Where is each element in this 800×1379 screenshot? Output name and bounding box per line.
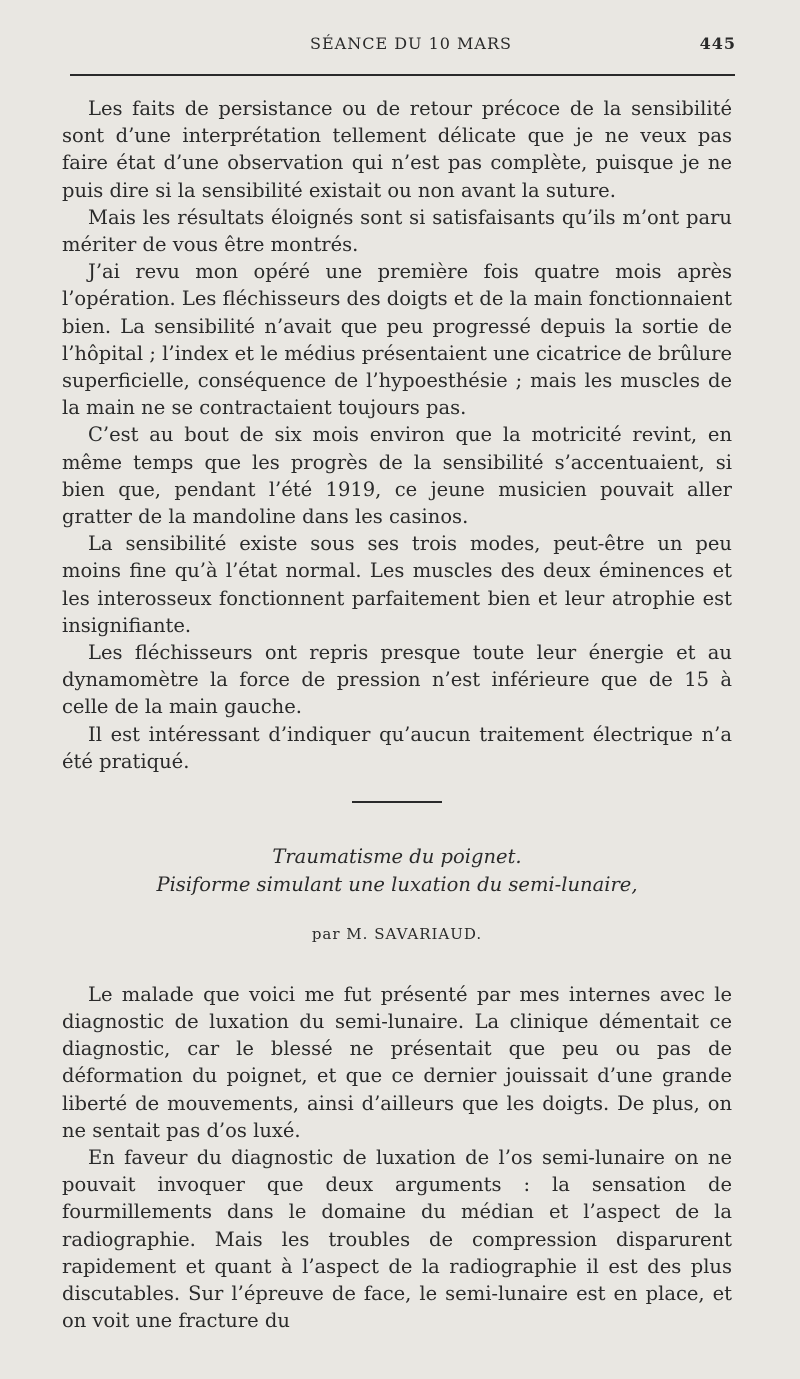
paragraph: La sensibilité existe sous ses trois modes, peut-être un peu moins fine qu’à l’état normal. Les muscles des deux éminences et les interosseux fonctionnent parfaitement bien et leur atrophie est insignifiante. xyxy=(62,532,732,637)
article-title xyxy=(62,843,732,899)
paragraph: Mais les résultats éloignés sont si satisfaisants qu’ils m’ont paru mériter de vous être montrés. xyxy=(62,205,732,257)
paragraph: En faveur du diagnostic de luxation de l’os semi-lunaire on ne pouvait invoquer que deux arguments : la sensation de fourmillements dans le domaine du médian et l’aspect de la radiographie. Mais les troubles de compression disparurent rapidement et quant à l’aspect de la radiographie il est des plus discutables. Sur l’épreuve de face, le semi-lunaire est en place, et on voit une fracture du xyxy=(62,1146,732,1333)
paragraph: C’est au bout de six mois environ que la motricité revint, en même temps que les progrès de la sensibilité s’accentuaient, si bien que, pendant l’été 1919, ce jeune musicien pouvait aller gratter de la mandoline dans les casinos. xyxy=(62,423,732,529)
article-body xyxy=(62,981,732,1335)
paragraph: Les fléchisseurs ont repris presque toute leur énergie et au dynamomètre la force de pression n’est inférieure que de 15 à celle de la main gauche. xyxy=(62,641,732,719)
paragraph: Le malade que voici me fut présenté par mes internes avec le diagnostic de luxation du semi-lunaire. La clinique démentait ce diagnostic, car le blessé ne présentait que peu ou pas de déformation du poignet, et que ce dernier jouissait d’une grande liberté de mouvements, ainsi d’ailleurs que les doigts. De plus, on ne sentait pas d’os luxé. xyxy=(62,982,732,1142)
article-byline: par M. SAVARIAUD. xyxy=(311,924,483,943)
section-separator xyxy=(352,801,442,803)
paragraph: Les faits de persistance ou de retour précoce de la sensibilité sont d’une interprétation tellement délicate que je ne veux pas faire état d’une observation qui n’est pas complète, puisque je ne puis dire si la sensibilité existait ou non avant la suture. xyxy=(62,97,732,202)
article-title-line-1: Traumatisme du poignet. xyxy=(272,844,522,868)
body-text xyxy=(62,95,732,1334)
paragraph: J’ai revu mon opéré une première fois quatre mois après l’opération. Les fléchisseurs des doigts et de la main fonctionnaient bien. La sensibilité n’avait que peu progressé depuis la sortie de l’hôpital ; l’index et le médius présentaient une cicatrice de brûlure superficielle, conséquence de l’hypoesthésie ; mais les muscles de la main ne se contractaient toujours pas. xyxy=(62,260,732,420)
page-number: 445 xyxy=(699,34,736,53)
running-header xyxy=(60,34,736,60)
article-title-line-2: Pisiforme simulant une luxation du semi-lunaire, xyxy=(156,872,638,896)
header-title: SÉANCE DU 10 MARS xyxy=(310,34,512,53)
paragraph: Il est intéressant d’indiquer qu’aucun traitement électrique n’a été pratiqué. xyxy=(62,722,732,773)
header-rule xyxy=(70,74,735,76)
